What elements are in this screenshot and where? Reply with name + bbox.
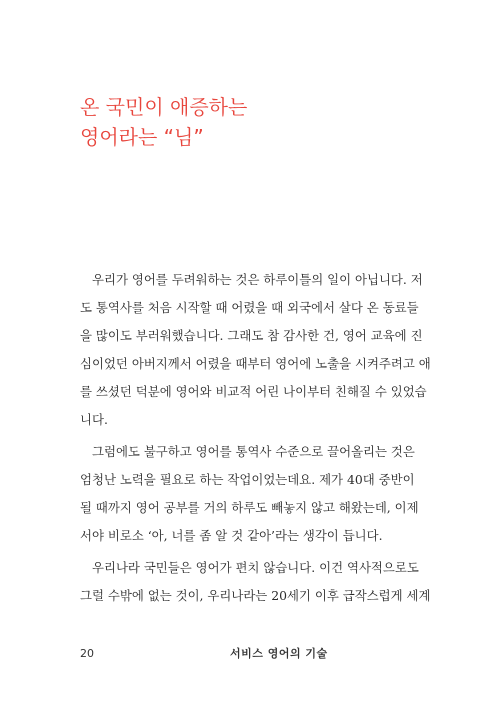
page-number: 20 <box>80 647 94 660</box>
text-line: 도 통역사를 처음 시작할 때 어렸을 때 외국에서 살다 온 동료들 <box>80 300 419 315</box>
text-line: 그럴 수밖에 없는 것이, 우리나라는 20세기 이후 급작스럽게 세계 <box>80 588 431 603</box>
paragraph <box>80 438 425 550</box>
paragraph <box>80 266 431 434</box>
page-footer <box>80 646 420 662</box>
text-line: 그럼에도 불구하고 영어를 통역사 수준으로 끌어올리는 것은 <box>92 444 415 459</box>
chapter-title-line: 영어라는 “님” <box>80 125 204 149</box>
chapter-title <box>80 92 247 152</box>
text-line: 우리나라 국민들은 영어가 편치 않습니다. 이건 역사적으로도 <box>92 560 419 575</box>
body-text <box>80 266 431 614</box>
text-line: 서야 비로소 ‘아, 너를 좀 알 것 같아’라는 생각이 듭니다. <box>80 528 383 543</box>
text-line: 심이었던 아버지께서 어렸을 때부터 영어에 노출을 시켜주려고 애 <box>80 356 431 371</box>
chapter-title-line: 온 국민이 애증하는 <box>80 95 248 119</box>
text-line: 우리가 영어를 두려워하는 것은 하루이틀의 일이 아닙니다. 저 <box>92 272 423 287</box>
text-line: 니다. <box>80 412 108 427</box>
text-line: 될 때까지 영어 공부를 거의 하루도 빼놓지 않고 해왔는데, 이제 <box>80 500 419 515</box>
text-line: 엄청난 노력을 필요로 하는 작업이었는데요. 제가 40대 중반이 <box>80 472 415 487</box>
paragraph <box>80 554 431 610</box>
running-book-title: 서비스 영어의 기술 <box>230 647 328 660</box>
text-line: 을 많이도 부러워했습니다. 그래도 참 감사한 건, 영어 교육에 진 <box>80 328 423 343</box>
text-line: 를 쓰셨던 덕분에 영어와 비교적 어린 나이부터 친해질 수 있었습 <box>80 384 427 399</box>
